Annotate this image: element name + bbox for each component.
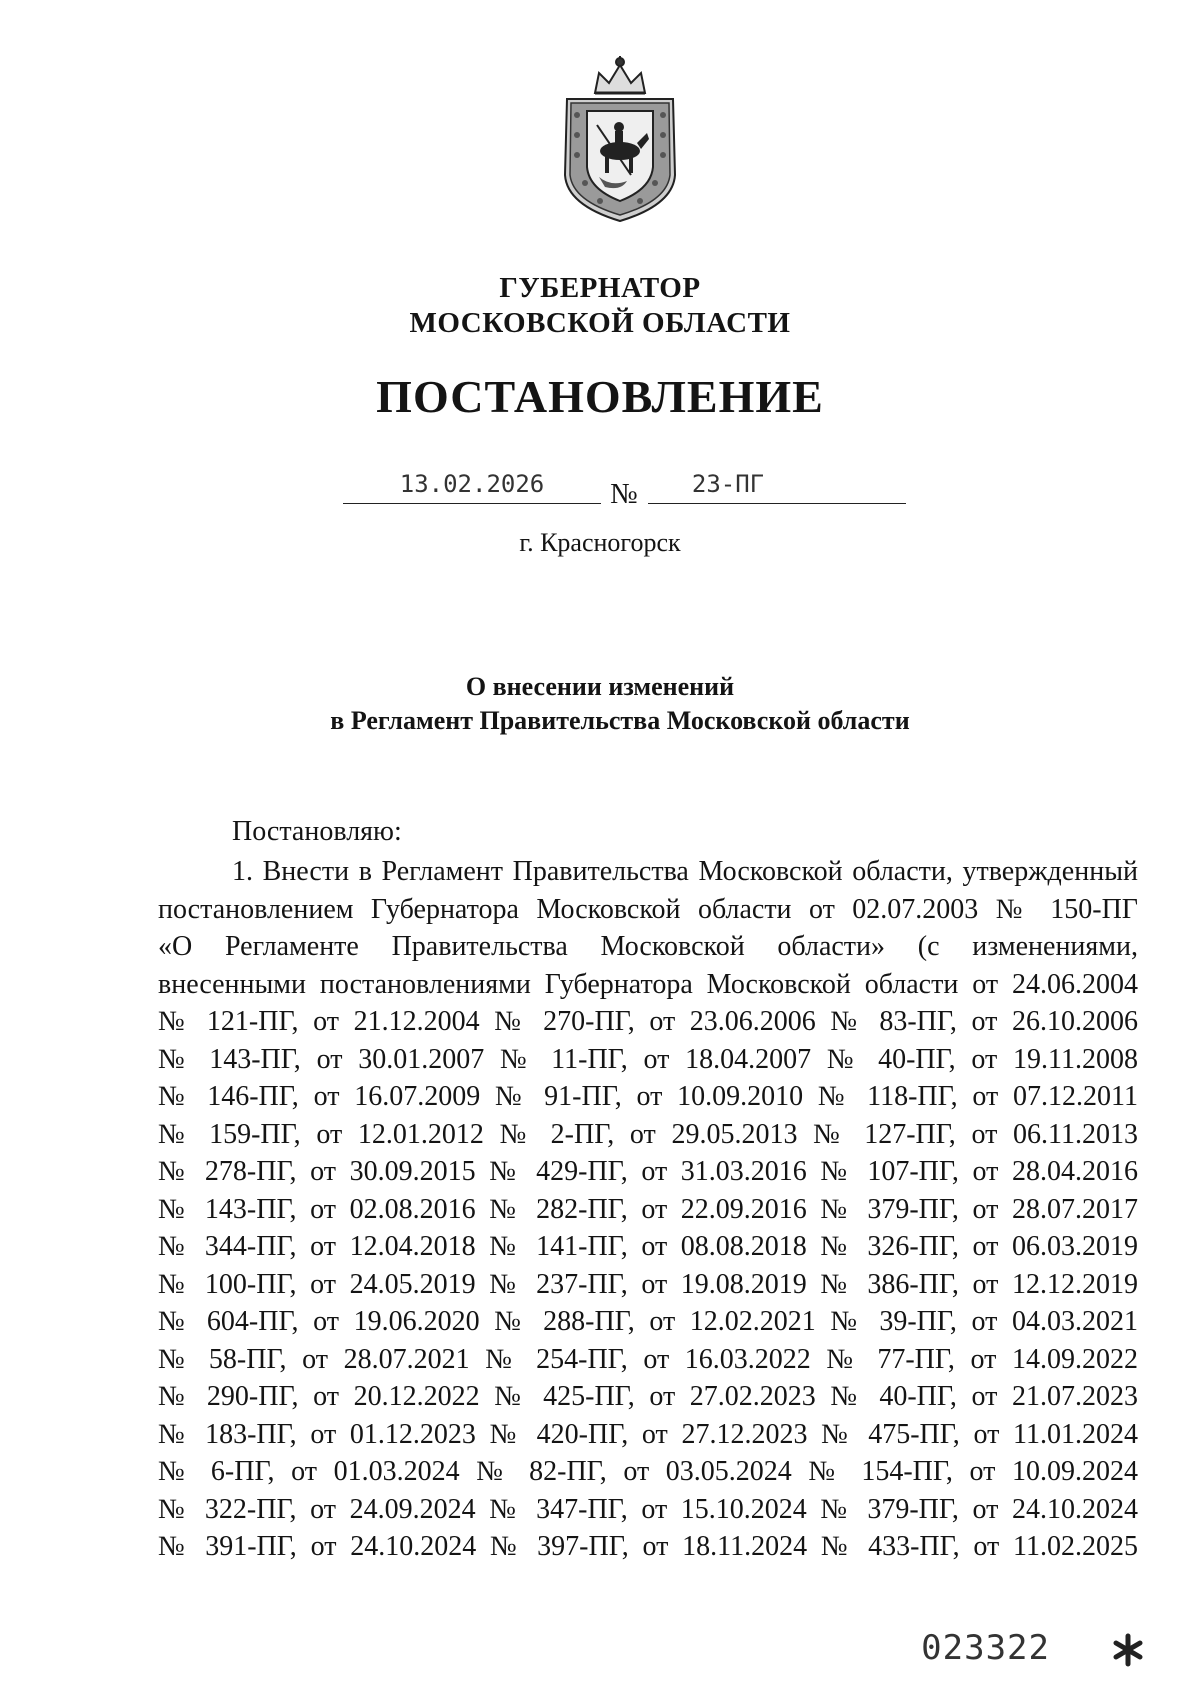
body-line: № 290-ПГ, от 20.12.2022 № 425-ПГ, от 27.02.2023 № 40-ПГ, от 21.07.2023: [158, 1381, 1138, 1412]
body-line: № 143-ПГ, от 02.08.2016 № 282-ПГ, от 22.09.2016 № 379-ПГ, от 28.07.2017: [158, 1193, 1138, 1225]
body-line: № 143-ПГ, от 30.01.2007 № 11-ПГ, от 18.04.2007 № 40-ПГ, от 19.11.2008: [158, 1043, 1138, 1075]
body-line: № 100-ПГ, от 24.05.2019 № 237-ПГ, от 19.08.2019 № 386-ПГ, от 12.12.2019: [158, 1268, 1138, 1300]
body-line: № 121-ПГ, от 21.12.2004 № 270-ПГ, от 23.06.2006 № 83-ПГ, от 26.10.2006: [158, 1006, 1138, 1037]
city: г. Красногорск: [519, 528, 681, 557]
authority-title-line1: ГУБЕРНАТОР: [499, 272, 701, 304]
preamble: Постановляю:: [232, 816, 402, 847]
body-line: № 278-ПГ, от 30.09.2015 № 429-ПГ, от 31.03.2016 № 107-ПГ, от 28.04.2016: [158, 1156, 1138, 1187]
number-underline: [648, 503, 906, 504]
body-line: № 146-ПГ, от 16.07.2009 № 91-ПГ, от 10.09.2010 № 118-ПГ, от 07.12.2011: [158, 1081, 1138, 1112]
number-sign: №: [610, 478, 638, 510]
document-number: 23-ПГ: [691, 470, 765, 498]
body-line: № 159-ПГ, от 12.01.2012 № 2-ПГ, от 29.05.2013 № 127-ПГ, от 06.11.2013: [158, 1118, 1138, 1150]
body-line: внесенными постановлениями Губернатора Московской области от 24.06.2004: [158, 968, 1138, 1000]
body-line: «О Регламенте Правительства Московской области» (с изменениями,: [158, 931, 1138, 962]
body-line: № 183-ПГ, от 01.12.2023 № 420-ПГ, от 27.12.2023 № 475-ПГ, от 11.01.2024: [158, 1418, 1138, 1450]
authority-title-line2: МОСКОВСКОЙ ОБЛАСТИ: [409, 307, 791, 339]
body-text: [158, 853, 1138, 1566]
body-line: № 58-ПГ, от 28.07.2021 № 254-ПГ, от 16.03.2022 № 77-ПГ, от 14.09.2022: [158, 1343, 1138, 1375]
coat-of-arms-icon: [555, 55, 685, 225]
body-line: 1. Внести в Регламент Правительства Московской области, утвержденный: [232, 856, 1138, 887]
body-line: № 6-ПГ, от 01.03.2024 № 82-ПГ, от 03.05.2024 № 154-ПГ, от 10.09.2024: [158, 1456, 1138, 1487]
document-type: ПОСТАНОВЛЕНИЕ: [376, 371, 824, 422]
body-line: № 322-ПГ, от 24.09.2024 № 347-ПГ, от 15.10.2024 № 379-ПГ, от 24.10.2024: [158, 1493, 1138, 1525]
document-date: 13.02.2026: [399, 470, 545, 498]
subject-line1: О внесении изменений: [465, 672, 735, 701]
asterisk-icon: [1110, 1632, 1146, 1668]
body-line: № 604-ПГ, от 19.06.2020 № 288-ПГ, от 12.02.2021 № 39-ПГ, от 04.03.2021: [158, 1306, 1138, 1337]
date-underline: [343, 503, 601, 504]
body-line: № 391-ПГ, от 24.10.2024 № 397-ПГ, от 18.11.2024 № 433-ПГ, от 11.02.2025: [158, 1531, 1138, 1562]
serial-number: 023322: [921, 1628, 1050, 1668]
subject-line2: в Регламент Правительства Московской области: [330, 706, 910, 735]
body-line: постановлением Губернатора Московской области от 02.07.2003 № 150-ПГ: [158, 893, 1138, 925]
body-line: № 344-ПГ, от 12.04.2018 № 141-ПГ, от 08.08.2018 № 326-ПГ, от 06.03.2019: [158, 1231, 1138, 1262]
